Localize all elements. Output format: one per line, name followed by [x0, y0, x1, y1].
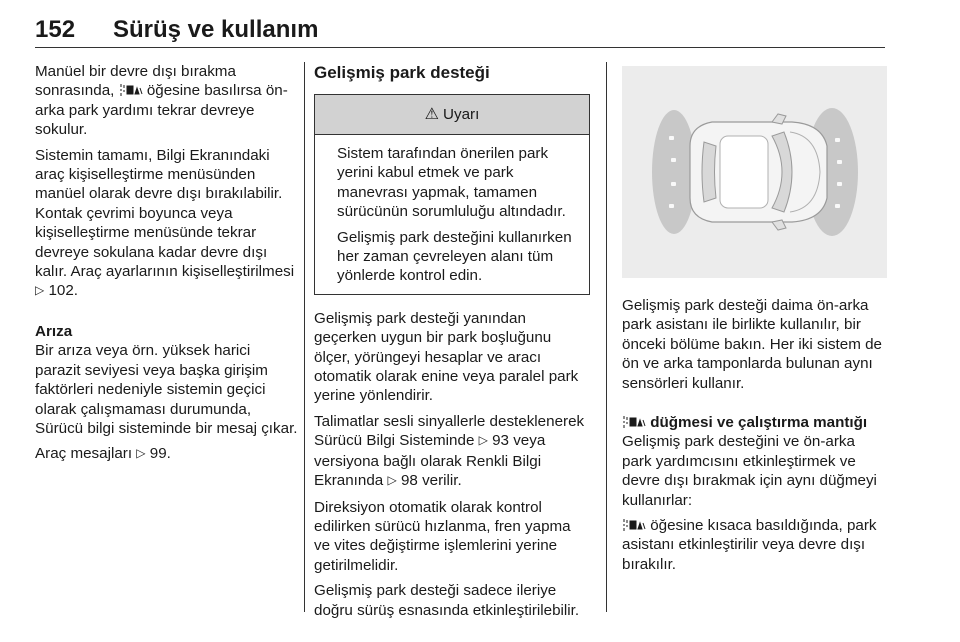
paragraph: Bir arıza veya örn. yüksek harici parazit seviyesi veya başka girişim faktörleri nedeniyle sistemin geçici olarak çalışmaması durumunda, Sürücü bilgi sisteminde bir mesaj çıkar. — [35, 342, 298, 437]
left-column — [35, 62, 300, 471]
paragraph — [35, 146, 300, 302]
paragraph — [622, 516, 887, 574]
paragraph: Gelişmiş park desteğini ve ön-arka park yardımcısını etkinleştirmek ve devre dışı bırakmak için aynı düğmeyi kullanırlar: — [622, 433, 877, 509]
text: verilir. — [417, 472, 462, 490]
paragraph — [35, 444, 300, 464]
section-heading: Gelişmiş park desteği — [314, 63, 490, 82]
paragraph — [314, 412, 590, 492]
text: Araç mesajları — [35, 445, 137, 463]
arrow-right-triangle-icon: ▷ — [387, 473, 397, 488]
paragraph — [35, 62, 300, 140]
right-column — [622, 62, 887, 580]
paragraph: Gelişmiş park desteği daima ön-arka park asistanı ile birlikte kullanılır, bir önceki bölüme bakın. Her iki sistem de ön ve arka tamponlarda bulunan aynı sensörleri kullanır. — [622, 297, 882, 392]
warning-header — [315, 95, 589, 135]
text: öğesine basılırsa ön-arka park yardımı tekrar devreye sokulur. — [35, 82, 288, 139]
parking-sensor-illustration — [622, 66, 887, 278]
text: öğesine kısaca basıldığında, park asistanı etkinleştirilir veya devre dışı bırakılır. — [622, 517, 877, 573]
warning-body — [315, 135, 589, 294]
paragraph: Direksiyon otomatik olarak kontrol edilirken sürücü hızlanma, fren yapma ve vites değiştirme işlemlerini yerine getirilmelidir. — [314, 498, 571, 574]
park-assist-button-icon — [622, 415, 646, 429]
page-reference[interactable]: 102. — [48, 282, 79, 300]
text: veya versiyona bağlı olarak Renkli Bilgi Ekranında — [314, 432, 546, 490]
park-assist-button-icon — [119, 83, 143, 97]
fault-heading: Arıza — [35, 322, 73, 340]
warning-text: Gelişmiş park desteğini kullanırken her zaman çevreleyen alanı tüm yönlerde kontrol edin. — [337, 228, 572, 285]
middle-column — [314, 62, 590, 626]
column-divider — [606, 62, 607, 612]
warning-text: Sistem tarafından önerilen park yerini kabul etmek ve park manevrası yapmak, tamamen sürücünün sorumluluğu altındadır. — [337, 145, 566, 221]
arrow-right-triangle-icon: ▷ — [136, 446, 146, 461]
paragraph: Gelişmiş park desteği yanından geçerken uygun bir park boşluğunu ölçer, yörüngeyi hesaplar ve aracı otomatik olarak enine veya paralel park yerine yönlendirir. — [314, 309, 579, 405]
page-reference[interactable]: 98 — [400, 472, 418, 490]
page-reference[interactable]: 99. — [149, 445, 171, 463]
warning-triangle-icon: ⚠ — [424, 105, 440, 123]
park-assist-button-icon — [622, 518, 646, 532]
page-reference[interactable]: 93 — [492, 432, 509, 450]
text: Sistemin tamamı, Bilgi Ekranındaki araç kişiselleştirme menüsünden manüel olarak devre dışı bırakılabilir. Kontak çevrimi boyunca veya kişiselleştirme menüsünde tekrar devreye sokulana kadar devre dışı kalır. Araç ayarlarının kişiselleştirilmesi — [35, 146, 295, 281]
chapter-title: Sürüş ve kullanım — [113, 16, 319, 43]
text: Talimatlar sesli sinyallerle desteklenerek Sürücü Bilgi Sisteminde — [314, 412, 585, 450]
warning-title: Uyarı — [443, 105, 480, 123]
arrow-right-triangle-icon: ▷ — [478, 433, 488, 448]
text: Manüel bir devre dışı bırakma sonrasında, — [35, 63, 236, 100]
page-header — [35, 12, 885, 52]
paragraph: Gelişmiş park desteği sadece ileriye doğru sürüş esnasında etkinleştirilebilir. — [314, 582, 580, 619]
page-number: 152 — [35, 16, 76, 43]
arrow-right-triangle-icon: ▷ — [35, 283, 45, 298]
warning-box — [314, 94, 590, 295]
button-heading — [622, 413, 887, 432]
header-divider — [35, 47, 885, 48]
car-top-view-image — [622, 66, 887, 278]
column-divider — [304, 62, 305, 612]
text: düğmesi ve çalıştırma mantığı — [646, 414, 868, 432]
